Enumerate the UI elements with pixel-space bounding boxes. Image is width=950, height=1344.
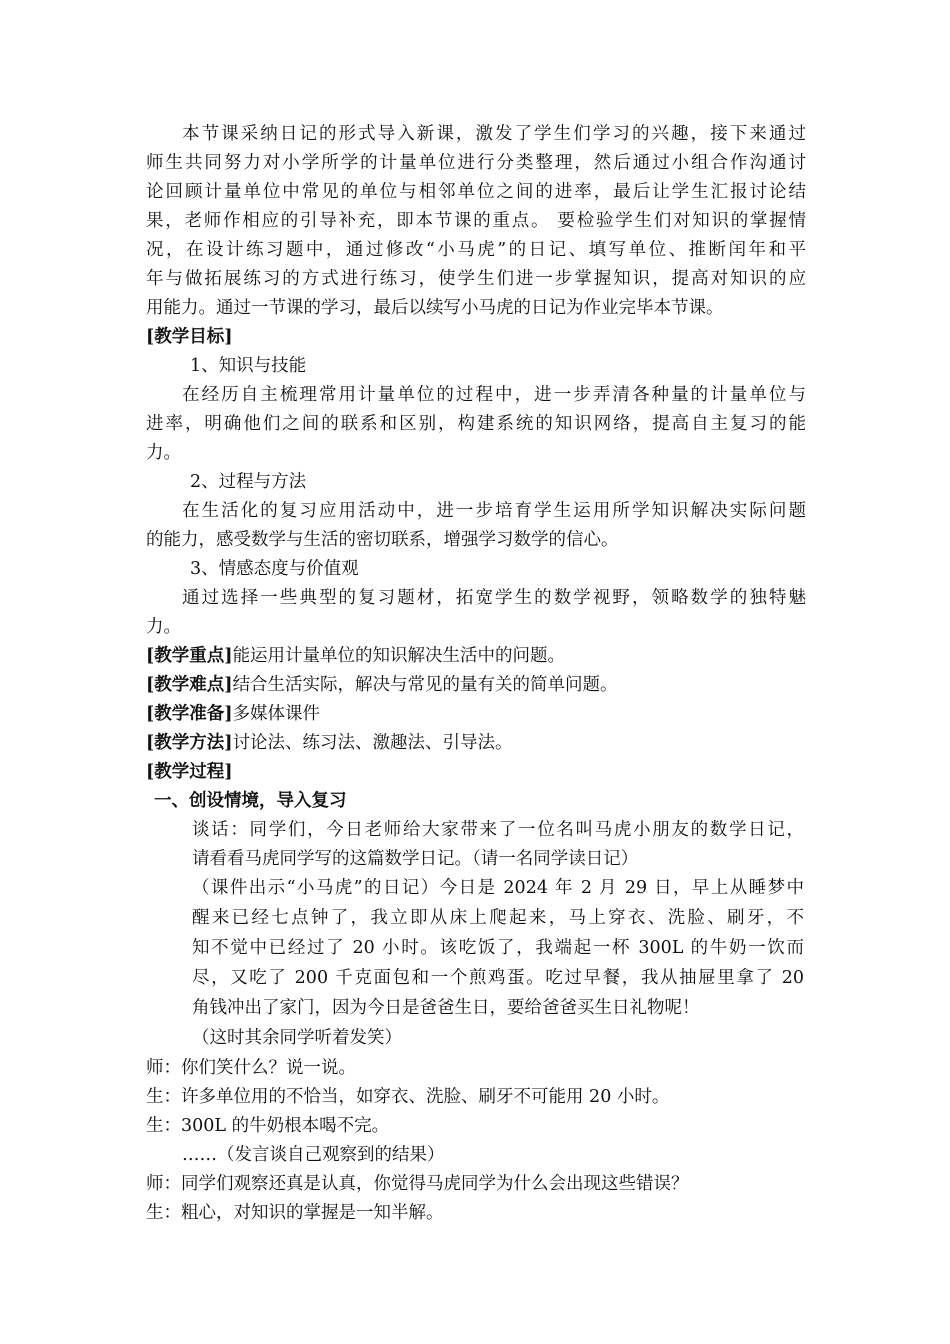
- dialogue-line: ……（发言谈自己观察到的结果）: [182, 1145, 445, 1165]
- preparation-row: [146, 700, 320, 728]
- laugh-note: （这时其余同学听着发笑）: [192, 1028, 402, 1048]
- preparation-text: 多媒体课件: [232, 704, 321, 724]
- intro-line: 师生共同努力对小学所学的计量单位进行分类整理，然后通过小组合作沟通讨: [146, 153, 806, 173]
- goal2-line: 在生活化的复习应用活动中，进一步培育学生运用所学知识解决实际问题: [182, 501, 806, 521]
- dialogue-line: 师：同学们观察还真是认真，你觉得马虎同学为什么会出现这些错误？: [146, 1174, 689, 1194]
- difficulty-label: [教学难点]: [146, 675, 233, 695]
- intro-line: 用能力。通过一节课的学习，最后以续写小马虎的日记为作业完毕本节课。: [146, 298, 724, 318]
- process-heading: [教学过程]: [146, 762, 233, 782]
- difficulty-row: [146, 671, 618, 699]
- dialogue-line: 生：许多单位用的不恰当，如穿衣、洗脸、刷牙不可能用 20 小时。: [146, 1087, 670, 1107]
- key-point-text: 能运用计量单位的知识解决生活中的问题。: [232, 646, 566, 666]
- difficulty-text: 结合生活实际，解决与常见的量有关的简单问题。: [232, 675, 618, 695]
- intro-line: 果，老师作相应的引导补充，即本节课的重点。 要检验学生们对知识的掌握情: [146, 211, 806, 231]
- dialogue-line: 师：你们笑什么？说一说。: [146, 1058, 356, 1078]
- talk-line: 谈话：同学们，今日老师给大家带来了一位名叫马虎小朋友的数学日记，: [192, 820, 804, 840]
- preparation-label: [教学准备]: [146, 704, 233, 724]
- goal3-line: 力。: [146, 617, 181, 637]
- method-label: [教学方法]: [146, 733, 233, 753]
- dialogue-line: 生：300L 的牛奶根本喝不完。: [146, 1116, 390, 1136]
- goal1-line: 在经历自主梳理常用计量单位的过程中，进一步弄清各种量的计量单位与: [182, 385, 806, 405]
- diary-line: 知不觉中已经过了 20 小时。该吃饭了，我端起一杯 300L 的牛奶一饮而: [192, 938, 804, 958]
- intro-line: 年与做拓展练习的方式进行练习，使学生们进一步掌握知识，提高对知识的应: [146, 269, 806, 289]
- dialogue-line: 生：粗心，对知识的掌握是一知半解。: [146, 1203, 444, 1223]
- key-point-label: [教学重点]: [146, 646, 233, 666]
- intro-line: 论回顾计量单位中常见的单位与相邻单位之间的进率，最后让学生汇报讨论结: [146, 182, 806, 202]
- diary-line: 尽，又吃了 200 千克面包和一个煎鸡蛋。吃过早餐，我从抽屉里拿了 20: [192, 968, 804, 988]
- goal1-line: 力。: [146, 443, 181, 463]
- goals-heading: [教学目标]: [146, 327, 233, 347]
- intro-line: 本节课采纳日记的形式导入新课，激发了学生们学习的兴趣，接下来通过: [182, 124, 806, 144]
- section1-heading: 一、创设情境，导入复习: [154, 791, 347, 811]
- talk-line: 请看看马虎同学写的这篇数学日记。（请一名同学读日记）: [192, 849, 639, 869]
- diary-line: 醒来已经七点钟了，我立即从床上爬起来，马上穿衣、洗脸、刷牙，不: [192, 908, 804, 928]
- key-point-row: [146, 642, 565, 670]
- goal2-title: 2、过程与方法: [190, 472, 307, 492]
- goal3-title: 3、情感态度与价值观: [190, 559, 359, 579]
- method-row: [146, 729, 513, 757]
- diary-line: （课件出示“小马虎”的日记）今日是 2024 年 2 月 29 日，早上从睡梦中: [192, 878, 804, 898]
- diary-line: 角钱冲出了家门，因为今日是爸爸生日，要给爸爸买生日礼物呢！: [192, 998, 700, 1018]
- goal1-line: 进率，明确他们之间的联系和区别，构建系统的知识网络，提高自主复习的能: [146, 414, 806, 434]
- method-text: 讨论法、练习法、激趣法、引导法。: [232, 733, 513, 753]
- goal1-title: 1、知识与技能: [190, 356, 307, 376]
- goal2-line: 的能力，感受数学与生活的密切联系，增强学习数学的信心。: [146, 530, 619, 550]
- goal3-line: 通过选择一些典型的复习题材，拓宽学生的数学视野，领略数学的独特魅: [182, 588, 806, 608]
- intro-line: 况，在设计练习题中，通过修改“小马虎”的日记、填写单位、推断闰年和平: [146, 240, 806, 260]
